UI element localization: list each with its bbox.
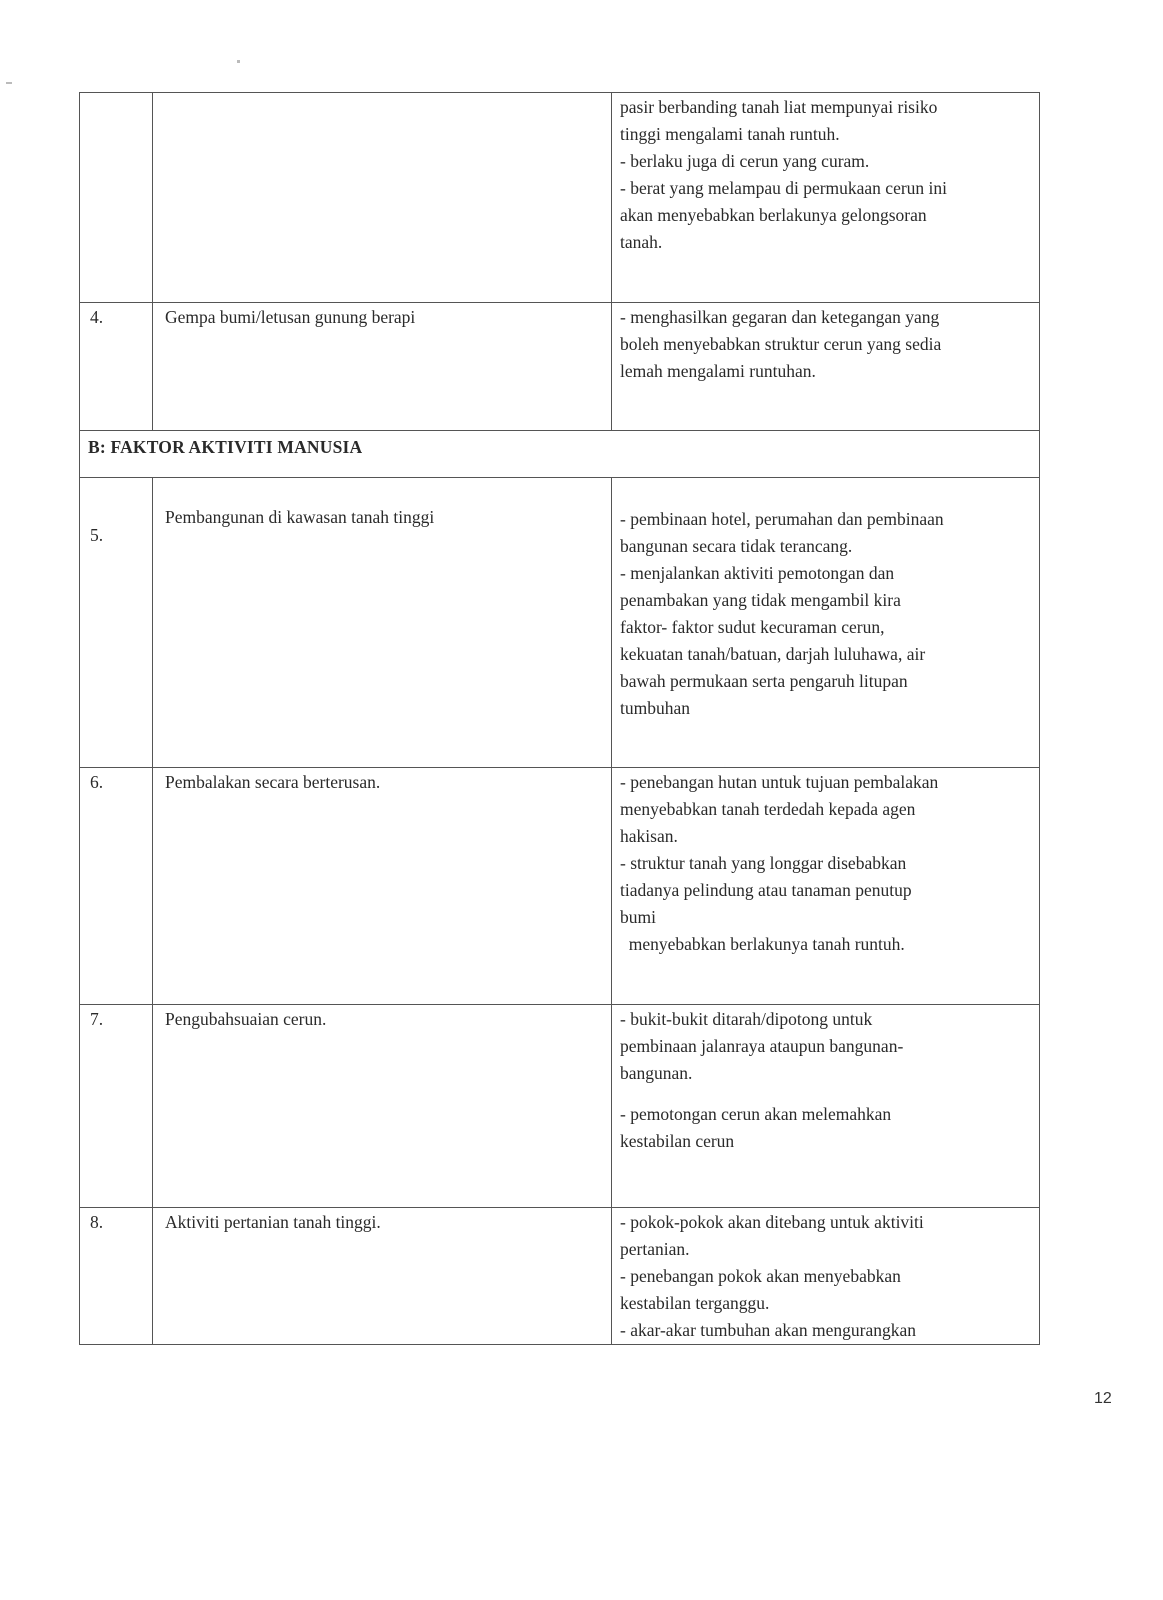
row-number <box>80 478 153 768</box>
description-cell <box>612 478 1040 768</box>
row-number: 4. <box>80 303 153 431</box>
description-cell <box>612 768 1040 1005</box>
description-cell <box>612 1005 1040 1208</box>
factor-cell <box>153 93 612 303</box>
description-line: - penebangan hutan untuk tujuan pembalakan <box>620 772 939 792</box>
table-row-4 <box>80 303 1040 431</box>
row-number: 6. <box>80 768 153 1005</box>
description-line: lemah mengalami runtuhan. <box>620 361 816 381</box>
description-line: pembinaan jalanraya ataupun bangunan- <box>620 1036 904 1056</box>
description-line: penambakan yang tidak mengambil kira <box>620 590 901 610</box>
description-line: - berlaku juga di cerun yang curam. <box>620 151 870 171</box>
description-line: - struktur tanah yang longgar disebabkan <box>620 853 907 873</box>
description-line: - akar-akar tumbuhan akan mengurangkan <box>620 1320 917 1340</box>
description-line: tanah. <box>620 232 663 252</box>
table-row-7 <box>80 1005 1040 1208</box>
number-cell <box>80 93 153 303</box>
description-line: kekuatan tanah/batuan, darjah luluhawa, air <box>620 644 926 664</box>
description-line: faktor- faktor sudut kecuraman cerun, <box>620 617 885 637</box>
factor-label: Pembalakan secara berterusan. <box>153 768 612 1005</box>
description-line: boleh menyebabkan struktur cerun yang sedia <box>620 334 942 354</box>
description-line: kestabilan cerun <box>620 1131 735 1151</box>
description-line: kestabilan terganggu. <box>620 1293 770 1313</box>
row-number: 7. <box>80 1005 153 1208</box>
table-row-continued <box>80 93 1040 303</box>
description-line: tumbuhan <box>620 698 690 718</box>
row-number: 8. <box>80 1208 153 1345</box>
paragraph-gap <box>620 1087 1035 1101</box>
description-line: - menghasilkan gegaran dan ketegangan yang <box>620 307 940 327</box>
description-line: bangunan secara tidak terancang. <box>620 536 853 556</box>
factor-label: Pengubahsuaian cerun. <box>153 1005 612 1208</box>
factor-text: Pembangunan di kawasan tanah tinggi <box>165 507 435 527</box>
description-line: bumi <box>620 907 656 927</box>
section-heading-row <box>80 431 1040 478</box>
description-line: pertanian. <box>620 1239 690 1259</box>
factor-label: Gempa bumi/letusan gunung berapi <box>153 303 612 431</box>
description-line: hakisan. <box>620 826 678 846</box>
table-row-8 <box>80 1208 1040 1345</box>
description-line: menyebabkan tanah terdedah kepada agen <box>620 799 916 819</box>
description-cell <box>612 303 1040 431</box>
description-line: bawah permukaan serta pengaruh litupan <box>620 671 908 691</box>
description-line: pasir berbanding tanah liat mempunyai risiko <box>620 97 938 117</box>
description-line: - penebangan pokok akan menyebabkan <box>620 1266 901 1286</box>
table-row-6 <box>80 768 1040 1005</box>
row-number-text: 5. <box>90 525 104 545</box>
description-line: - menjalankan aktiviti pemotongan dan <box>620 563 895 583</box>
page-number: 12 <box>1094 1390 1112 1407</box>
section-heading: B: FAKTOR AKTIVITI MANUSIA <box>80 431 1040 478</box>
description-line: menyebabkan berlakunya tanah runtuh. <box>620 934 905 954</box>
description-cell <box>612 1208 1040 1345</box>
description-line: - pembinaan hotel, perumahan dan pembinaan <box>620 509 944 529</box>
description-line: tiadanya pelindung atau tanaman penutup <box>620 880 912 900</box>
description-line: - berat yang melampau di permukaan cerun ini <box>620 178 948 198</box>
description-line: akan menyebabkan berlakunya gelongsoran <box>620 205 927 225</box>
description-line: - pemotongan cerun akan melemahkan <box>620 1104 892 1124</box>
scan-speck <box>237 60 240 63</box>
factor-table <box>79 92 1040 1345</box>
description-line: - bukit-bukit ditarah/dipotong untuk <box>620 1009 873 1029</box>
description-line: - pokok-pokok akan ditebang untuk aktiviti <box>620 1212 924 1232</box>
factor-label <box>153 478 612 768</box>
scan-speck <box>6 82 12 84</box>
factor-label: Aktiviti pertanian tanah tinggi. <box>153 1208 612 1345</box>
description-cell <box>612 93 1040 303</box>
description-line: tinggi mengalami tanah runtuh. <box>620 124 840 144</box>
table-row-5 <box>80 478 1040 768</box>
description-line: bangunan. <box>620 1063 693 1083</box>
